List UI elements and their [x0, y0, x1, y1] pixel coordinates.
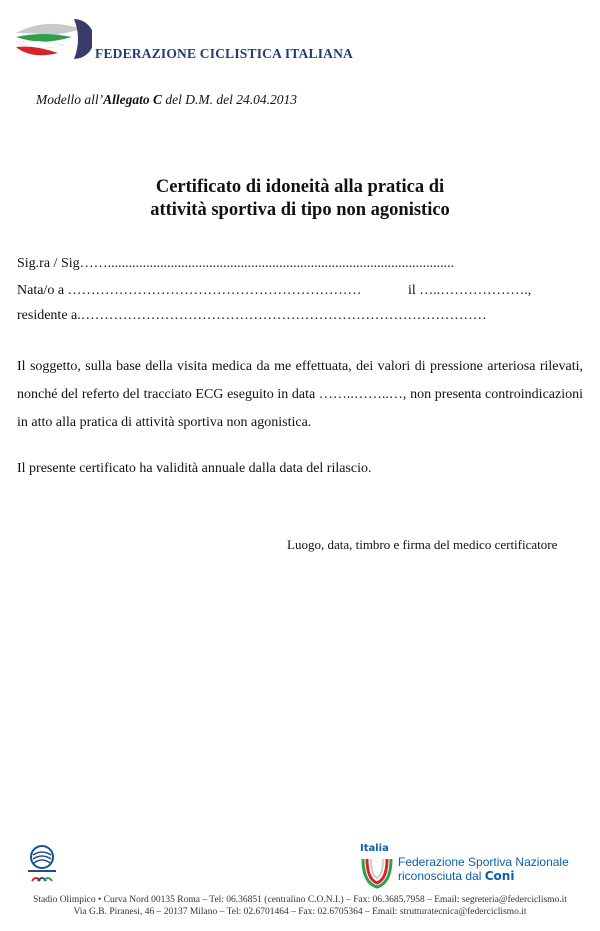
certificate-title: [0, 176, 600, 222]
fci-logo-icon: [12, 15, 92, 60]
model-suffix: del D.M. del 24.04.2013: [162, 92, 297, 107]
model-prefix: Modello all’: [36, 92, 104, 107]
certificate-body: Il soggetto, sulla base della visita medica da me effettuata, dei valori di pressione arteriosa rilevati, nonché del referto del tracciato ECG eseguito in data ……..……..…, non presenta controindicazioni in atto alla pratica di attività sportiva non agonistica.: [17, 359, 583, 430]
coni-recognition-line-2: [398, 869, 514, 883]
signature-line: Luogo, data, timbro e firma del medico certificatore: [287, 537, 558, 552]
model-emphasis: Allegato C: [103, 92, 163, 107]
coni-line2-bold: Coni: [484, 869, 515, 883]
birthdate-field: il …..……………….,: [408, 283, 532, 298]
title-line-2: attività sportiva di tipo non agonistico: [150, 200, 450, 220]
coni-italia-label: Italia: [360, 843, 389, 854]
birthplace-field: Nata/o a ………………………………………………………: [17, 283, 362, 298]
footer-address-rome: Stadio Olimpico • Curva Nord 00135 Roma – Tel: 06.36851 (centralino C.O.N.I.) – Fax: 06.3685.7958 – Email: segreteria@federciclismo.it: [33, 895, 567, 905]
title-line-1: Certificato di idoneità alla pratica di: [155, 177, 445, 197]
coni-line2-prefix: riconosciuta dal: [398, 869, 485, 883]
model-reference: [36, 92, 297, 108]
coni-recognition-line-1: Federazione Sportiva Nazionale: [398, 855, 569, 869]
paralympic-logo-icon: [20, 845, 60, 895]
footer-address-milan: Via G.B. Piranesi, 46 – 20137 Milano – Tel: 02.6701464 – Fax: 02.6705364 – Email: strutturatecnica@federciclismo.it: [73, 907, 527, 917]
residence-field: residente a.……………………………………………………………………………: [17, 308, 487, 323]
validity-note: Il presente certificato ha validità annuale dalla data del rilascio.: [17, 461, 372, 476]
name-field: Sig.ra / Sig……...................................................................................................: [17, 256, 455, 271]
federation-name: FEDERAZIONE CICLISTICA ITALIANA: [95, 46, 354, 61]
